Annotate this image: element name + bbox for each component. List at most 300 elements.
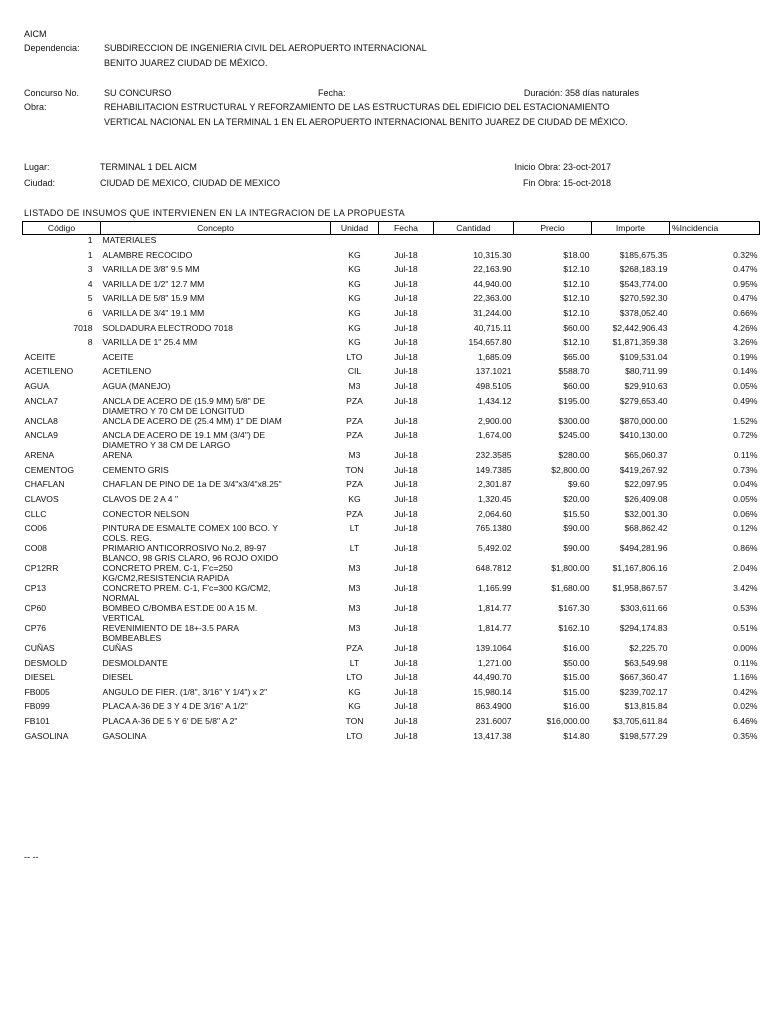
cell-unit: M3 [348, 583, 361, 594]
item-code: 3 [87, 264, 93, 275]
cell-concept [101, 235, 331, 250]
cell-precio: $16.00 [563, 643, 590, 654]
cell-date: Jul-18 [394, 583, 418, 594]
cell-importe: $68,862.42 [624, 523, 668, 534]
cell-code: CLLC [24, 508, 47, 519]
obra-label: Obra: [24, 102, 47, 112]
cell-cantidad: 44,940.00 [473, 278, 512, 289]
cell-importe: $2,225.70 [629, 643, 668, 654]
item-code: 8 [87, 337, 93, 348]
cell-incidencia: 0.06% [733, 508, 758, 519]
cell-cantidad: 13,417.38 [473, 730, 512, 741]
table-row [23, 381, 760, 396]
cell-unit: PZA [346, 643, 363, 654]
inicio-obra: Inicio Obra: 23-oct-2017 [514, 162, 611, 172]
cell-date: Jul-18 [394, 479, 418, 490]
cell-code: ARENA [24, 450, 55, 461]
cell-code [23, 293, 101, 308]
cell-precio: $90.00 [563, 543, 590, 554]
cell-incidencia: 2.04% [733, 563, 758, 574]
insumos-table [22, 221, 760, 745]
lugar-value: TERMINAL 1 DEL AICM [100, 162, 197, 172]
concept-line-1: CLAVOS DE 2 A 4 " [102, 493, 178, 504]
cell-unit: KG [348, 337, 361, 348]
cell-date: Jul-18 [394, 293, 418, 304]
cell-date: Jul-18 [394, 523, 418, 534]
cell-unit: M3 [348, 380, 361, 391]
cell-importe: $419,267.92 [619, 464, 668, 475]
col-header-precio: Precio [514, 222, 592, 235]
ciudad-value: CIUDAD DE MEXICO, CIUDAD DE MEXICO [100, 178, 281, 188]
cell-incidencia: 0.04% [733, 479, 758, 490]
cell-date: Jul-18 [394, 493, 418, 504]
table-row [23, 235, 760, 250]
concurso-value: SU CONCURSO [104, 88, 172, 98]
cell-unit: LT [349, 523, 360, 534]
cell-concept [101, 250, 331, 265]
concurso-label: Concurso No. [24, 88, 80, 98]
cell-concept [101, 716, 331, 731]
cell-code: ANCLA8 [24, 415, 58, 426]
concept-line-2: KG/CM2,RESISTENCIA RAPIDA [102, 573, 230, 584]
cell-importe: $198,577.29 [619, 730, 668, 741]
col-header-cantidad: Cantidad [434, 222, 514, 235]
cell-unit: KG [348, 293, 361, 304]
cell-unit: KG [348, 686, 361, 697]
cell-date: Jul-18 [394, 730, 418, 741]
table-row [23, 366, 760, 381]
col-header-fecha: Fecha [379, 222, 434, 235]
cell-precio: $12.10 [563, 264, 590, 275]
table-row [23, 643, 760, 658]
cell-unit: PZA [346, 415, 363, 426]
concept-line-1: MATERIALES [102, 235, 157, 245]
cell-unit: LT [349, 543, 360, 554]
concept-line-1: REVENIMIENTO DE 18+-3.5 PARA [102, 623, 240, 634]
obra-line-1: REHABILITACION ESTRUCTURAL Y REFORZAMIENTO DE LAS ESTRUCTURAS DEL EDIFICIO DEL ESTACIONAMIENTO [104, 102, 610, 112]
cell-date: Jul-18 [394, 563, 418, 574]
concept-line-1: VARILLA DE 5/8" 15.9 MM [102, 293, 205, 304]
cell-date: Jul-18 [394, 337, 418, 348]
cell-importe: $80,711.99 [625, 366, 668, 377]
cell-unit: M3 [348, 563, 361, 574]
cell-incidencia: 0.51% [733, 623, 758, 634]
cell-incidencia: 0.47% [733, 293, 758, 304]
cell-code: CHAFLAN [24, 479, 65, 490]
cell-unit: PZA [346, 430, 363, 441]
concept-line-1: CHAFLAN DE PINO DE 1a DE 3/4"x3/4"x8.25" [102, 479, 282, 490]
concept-line-2: DIAMETRO Y 38 CM DE LARGO [102, 440, 231, 451]
cell-concept [101, 643, 331, 658]
cell-code: ACEITE [24, 351, 56, 362]
item-code: 6 [87, 307, 93, 318]
cell-cantidad: 498.5105 [475, 380, 512, 391]
cell-cantidad: 22,363.00 [473, 293, 512, 304]
lugar-label: Lugar: [24, 162, 50, 172]
cell-unit: PZA [346, 395, 363, 406]
cell-code: DESMOLD [24, 657, 67, 668]
cell-concept [101, 523, 331, 543]
cell-code [23, 279, 101, 294]
footer-mark: -- -- [24, 852, 39, 862]
concept-line-1: ACETILENO [102, 366, 152, 377]
cell-code: ANCLA7 [24, 395, 58, 406]
cell-precio: $1,680.00 [551, 583, 590, 594]
item-code: 5 [87, 293, 93, 304]
cell-date: Jul-18 [394, 395, 418, 406]
cell-date: Jul-18 [394, 249, 418, 260]
concept-line-2: NORMAL [102, 593, 140, 604]
concept-line-1: CONECTOR NELSON [102, 508, 190, 519]
table-row [23, 293, 760, 308]
cell-incidencia: 3.42% [733, 583, 758, 594]
cell-cantidad: 2,301.87 [478, 479, 512, 490]
fin-obra: Fin Obra: 15-oct-2018 [522, 178, 611, 188]
list-title: LISTADO DE INSUMOS QUE INTERVIENEN EN LA INTEGRACION DE LA PROPUESTA [24, 208, 405, 218]
cell-unit: KG [348, 278, 361, 289]
cell-precio: $9.60 [567, 479, 590, 490]
cell-incidencia: 4.26% [733, 322, 758, 333]
concept-line-1: CEMENTO GRIS [102, 464, 169, 475]
col-header-incidencia: %Incidencia [670, 222, 760, 235]
cell-precio: $15.00 [563, 672, 590, 683]
cell-date: Jul-18 [394, 278, 418, 289]
cell-cantidad: 1,685.09 [478, 351, 512, 362]
cell-concept [101, 381, 331, 396]
cell-date: Jul-18 [394, 672, 418, 683]
cell-importe: $3,705,611.84 [613, 716, 668, 727]
cell-cantidad: 44,490.70 [473, 672, 512, 683]
cell-unit: LT [349, 657, 360, 668]
table-row [23, 416, 760, 431]
cell-cantidad: 765.1380 [475, 523, 512, 534]
concept-line-1: DIESEL [102, 672, 134, 683]
cell-incidencia: 0.12% [733, 523, 758, 534]
table-row [23, 658, 760, 673]
table-row [23, 323, 760, 338]
cell-unit: KG [348, 701, 361, 712]
cell-precio: $18.00 [563, 249, 590, 260]
concept-line-1: ANGULO DE FIER. (1/8", 3/16" Y 1/4") x 2" [102, 686, 268, 697]
cell-precio: $588.70 [558, 366, 590, 377]
cell-precio: $2,800.00 [551, 464, 590, 475]
concept-line-1: GASOLINA [102, 730, 147, 741]
cell-precio: $14.80 [563, 730, 590, 741]
cell-cantidad: 22,163.90 [473, 264, 512, 275]
cell-precio: $12.10 [563, 278, 590, 289]
cell-date: Jul-18 [394, 322, 418, 333]
cell-incidencia: 0.05% [733, 493, 758, 504]
cell-concept [101, 352, 331, 367]
table-body [23, 235, 760, 746]
cell-cantidad: 648.7812 [475, 563, 512, 574]
table-row [23, 479, 760, 494]
cell-code: CO06 [24, 523, 47, 534]
table-row [23, 337, 760, 352]
cell-concept [101, 731, 331, 746]
cell-incidencia: 0.05% [733, 380, 758, 391]
cell-code: CO08 [24, 543, 47, 554]
cell-cantidad: 1,165.99 [478, 583, 512, 594]
cell-precio: $245.00 [558, 430, 590, 441]
cell-precio: $15.50 [563, 508, 590, 519]
cell-code [23, 323, 101, 338]
cell-incidencia: 0.32% [733, 249, 758, 260]
table-row [23, 450, 760, 465]
cell-precio: $195.00 [558, 395, 590, 406]
cell-code: ACETILENO [24, 366, 74, 377]
cell-concept [101, 603, 331, 623]
cell-incidencia: 0.95% [733, 278, 758, 289]
cell-importe: $109,531.04 [619, 351, 668, 362]
cell-code: CEMENTOG [24, 464, 74, 475]
cell-precio: $162.10 [558, 623, 590, 634]
cell-precio: $16.00 [563, 701, 590, 712]
cell-cantidad: 1,674.00 [478, 430, 512, 441]
cell-incidencia: 0.14% [733, 366, 758, 377]
cell-code: CP13 [24, 583, 46, 594]
cell-importe: $185,675.35 [619, 249, 668, 260]
cell-unit: KG [348, 493, 361, 504]
concept-line-1: ACEITE [102, 351, 134, 362]
table-row [23, 264, 760, 279]
cell-code: CP12RR [24, 563, 59, 574]
cell-importe: $26,409.08 [624, 493, 668, 504]
concept-line-1: CONCRETO PREM. C-1, F'c=250 [102, 563, 233, 574]
concept-line-1: PINTURA DE ESMALTE COMEX 100 BCO. Y [102, 523, 278, 534]
cell-date: Jul-18 [394, 464, 418, 475]
cell-concept [101, 658, 331, 673]
cell-concept [101, 264, 331, 279]
cell-importe: $870,000.00 [619, 415, 668, 426]
table-row [23, 672, 760, 687]
cell-precio: $280.00 [558, 450, 590, 461]
cell-importe: $29,910.63 [624, 380, 668, 391]
cell-concept [101, 416, 331, 431]
duracion: Duración: 358 días naturales [523, 88, 639, 98]
cell-unit: TON [345, 464, 364, 475]
cell-concept [101, 509, 331, 524]
concept-line-1: CONCRETO PREM. C-1, F'c=300 KG/CM2, [102, 583, 271, 594]
cell-precio: $16,000.00 [546, 716, 590, 727]
cell-precio: $1,800.00 [551, 563, 590, 574]
cell-cantidad: 231.6007 [475, 716, 512, 727]
cell-cantidad: 5,492.02 [478, 543, 512, 554]
cell-incidencia: 0.86% [733, 543, 758, 554]
cell-incidencia: 0.72% [733, 430, 758, 441]
cell-unit: M3 [348, 603, 361, 614]
table-row [23, 523, 760, 543]
concept-line-1: VARILLA DE 1" 25.4 MM [102, 337, 198, 348]
cell-unit: CIL [347, 366, 362, 377]
cell-incidencia: 0.19% [733, 351, 758, 362]
cell-importe: $543,774.00 [619, 278, 668, 289]
cell-importe: $65,060.37 [624, 450, 668, 461]
cell-code: GASOLINA [24, 730, 69, 741]
cell-concept [101, 543, 331, 563]
table-row [23, 279, 760, 294]
cell-precio: $12.10 [563, 337, 590, 348]
cell-importe: $410,130.00 [619, 430, 668, 441]
cell-incidencia [670, 235, 760, 250]
cell-concept [101, 623, 331, 643]
ciudad-label: Ciudad: [24, 178, 56, 188]
cell-concept [101, 465, 331, 480]
cell-importe: $32,001.30 [624, 508, 668, 519]
cell-concept [101, 701, 331, 716]
fecha-label: Fecha: [318, 88, 346, 98]
cell-incidencia: 1.16% [733, 672, 758, 683]
cell-precio: $65.00 [563, 351, 590, 362]
cell-unit: LTO [346, 351, 363, 362]
col-header-unidad: Unidad [331, 222, 379, 235]
cell-incidencia: 0.49% [733, 395, 758, 406]
cell-unit: M3 [348, 450, 361, 461]
cell-cantidad: 232.3585 [475, 450, 512, 461]
cell-unit: KG [348, 249, 361, 260]
concept-line-1: PLACA A-36 DE 5 Y 6' DE 5/8" A 2" [102, 716, 238, 727]
cell-cantidad: 1,271.00 [478, 657, 512, 668]
cell-incidencia: 0.42% [733, 686, 758, 697]
cell-cantidad: 1,320.45 [478, 493, 512, 504]
cell-unit: LTO [346, 672, 363, 683]
col-header-importe: Importe [592, 222, 670, 235]
table-row [23, 250, 760, 265]
cell-date: Jul-18 [394, 543, 418, 554]
cell-importe: $378,052.40 [619, 307, 668, 318]
dependencia-line-1: SUBDIRECCION DE INGENIERIA CIVIL DEL AEROPUERTO INTERNACIONAL [104, 43, 427, 53]
cell-date: Jul-18 [394, 430, 418, 441]
cell-cantidad: 40,715.11 [473, 322, 512, 333]
cell-concept [101, 494, 331, 509]
cell-date: Jul-18 [394, 603, 418, 614]
concept-line-2: BOMBEABLES [102, 633, 162, 644]
concept-line-1: ANCLA DE ACERO DE (15.9 MM) 5/8" DE [102, 395, 266, 406]
concept-line-1: ANCLA DE ACERO DE 19.1 MM (3/4") DE [102, 430, 266, 441]
table-row [23, 509, 760, 524]
cell-concept [101, 337, 331, 352]
table-row [23, 731, 760, 746]
cell-cantidad: 863.4900 [475, 701, 512, 712]
table-row [23, 583, 760, 603]
cell-date: Jul-18 [394, 307, 418, 318]
org-name: AICM [24, 29, 47, 39]
concept-line-2: BLANCO, 98 GRIS CLARO, 96 ROJO OXIDO [102, 553, 279, 564]
table-row [23, 716, 760, 731]
cell-code: FB101 [24, 716, 50, 727]
cell-date [379, 235, 434, 250]
cell-concept [101, 687, 331, 702]
cell-precio: $60.00 [563, 322, 590, 333]
cell-concept [101, 430, 331, 450]
cell-precio: $300.00 [558, 415, 590, 426]
cell-importe: $1,167,806.16 [612, 563, 668, 574]
cell-code [23, 308, 101, 323]
cell-code [23, 264, 101, 279]
item-code: 1 [87, 235, 93, 245]
cell-precio: $167.30 [558, 603, 590, 614]
cell-unit: KG [348, 322, 361, 333]
concept-line-1: DESMOLDANTE [102, 657, 168, 668]
cell-incidencia: 0.66% [733, 307, 758, 318]
dependencia-line-2: BENITO JUAREZ CIUDAD DE MÉXICO. [104, 58, 268, 68]
cell-code [23, 235, 101, 250]
cell-precio: $15.00 [563, 686, 590, 697]
cell-code: ANCLA9 [24, 430, 58, 441]
cell-cantidad: 1,814.77 [478, 623, 512, 634]
cell-date: Jul-18 [394, 351, 418, 362]
cell-concept [101, 583, 331, 603]
cell-date: Jul-18 [394, 366, 418, 377]
cell-importe: $279,653.40 [619, 395, 668, 406]
table-row [23, 687, 760, 702]
cell-date: Jul-18 [394, 508, 418, 519]
cell-unit: PZA [346, 479, 363, 490]
cell-incidencia: 0.53% [733, 603, 758, 614]
cell-unit: KG [348, 307, 361, 318]
cell-incidencia: 0.73% [733, 464, 758, 475]
cell-importe: $2,442,906.43 [612, 322, 668, 333]
cell-precio: $20.00 [563, 493, 590, 504]
cell-concept [101, 323, 331, 338]
cell-date: Jul-18 [394, 643, 418, 654]
cell-concept [101, 396, 331, 416]
table-row [23, 543, 760, 563]
cell-date: Jul-18 [394, 380, 418, 391]
concept-line-1: PRIMARIO ANTICORROSIVO No.2, 89-97 [102, 543, 267, 554]
cell-code [23, 250, 101, 265]
cell-unit: LTO [346, 730, 363, 741]
cell-cantidad: 149.7385 [475, 464, 512, 475]
concept-line-2: VERTICAL [102, 613, 145, 624]
cell-code: FB099 [24, 701, 50, 712]
table-row [23, 465, 760, 480]
cell-cantidad: 15,980.14 [473, 686, 512, 697]
cell-incidencia: 0.11% [733, 657, 758, 668]
cell-unit [331, 235, 379, 250]
cell-importe: $22,097.95 [624, 479, 668, 490]
cell-unit: KG [348, 264, 361, 275]
cell-date: Jul-18 [394, 686, 418, 697]
cell-date: Jul-18 [394, 701, 418, 712]
cell-importe: $303,611.66 [620, 603, 668, 614]
cell-date: Jul-18 [394, 623, 418, 634]
cell-code: AGUA [24, 380, 49, 391]
cell-code: CUÑAS [24, 643, 55, 654]
cell-date: Jul-18 [394, 657, 418, 668]
cell-cantidad: 1,434.12 [478, 395, 512, 406]
table-row [23, 623, 760, 643]
cell-cantidad: 2,064.60 [478, 508, 512, 519]
cell-precio: $50.00 [563, 657, 590, 668]
cell-precio [514, 235, 592, 250]
cell-unit: TON [345, 716, 364, 727]
cell-code: CLAVOS [24, 493, 59, 504]
cell-code [23, 337, 101, 352]
table-header-row [23, 222, 760, 235]
cell-date: Jul-18 [394, 450, 418, 461]
cell-importe: $667,360.47 [619, 672, 668, 683]
cell-importe: $294,174.83 [619, 623, 668, 634]
cell-importe: $268,183.19 [619, 264, 668, 275]
cell-cantidad: 10,315.30 [473, 249, 512, 260]
concept-line-1: ANCLA DE ACERO DE (25.4 MM) 1" DE DIAM [102, 415, 282, 426]
cell-date: Jul-18 [394, 264, 418, 275]
table-row [23, 603, 760, 623]
cell-concept [101, 479, 331, 494]
concept-line-1: VARILLA DE 1/2" 12.7 MM [102, 278, 205, 289]
cell-precio: $90.00 [563, 523, 590, 534]
